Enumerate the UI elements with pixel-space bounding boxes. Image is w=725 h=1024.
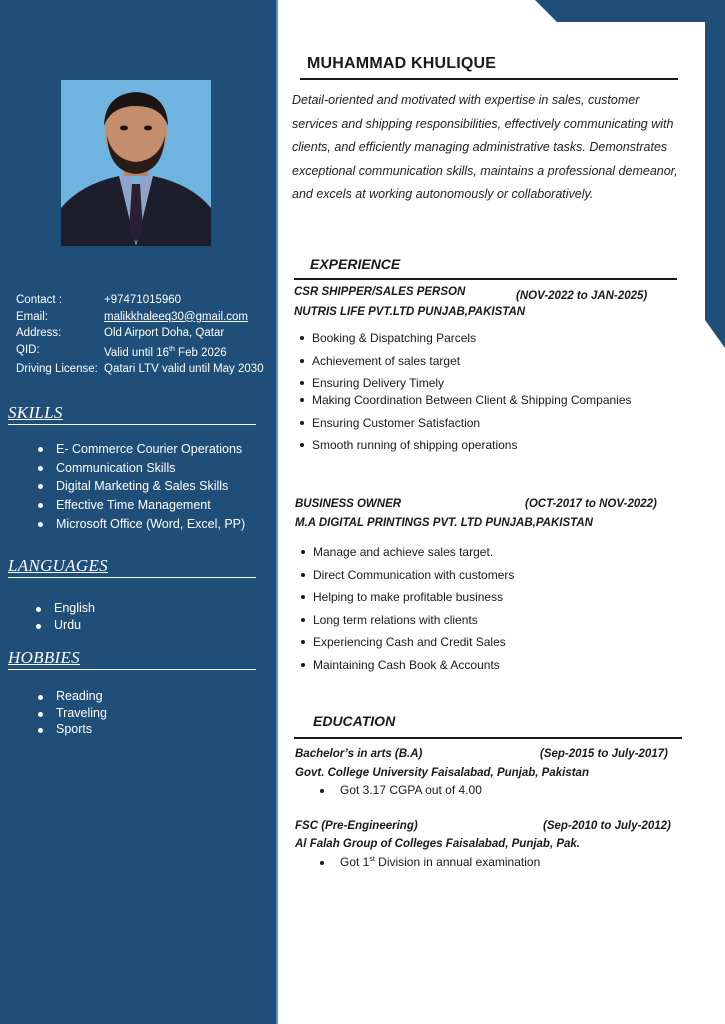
duty-item: Ensuring Customer Satisfaction — [298, 414, 632, 437]
skill-item: Communication Skills — [36, 459, 245, 478]
duty-item: Achievement of sales target — [298, 352, 632, 375]
languages-list — [34, 600, 95, 634]
language-item: English — [34, 600, 95, 617]
duty-item: Maintaining Cash Book & Accounts — [299, 656, 514, 679]
education-divider — [294, 737, 682, 739]
institution: Govt. College University Faisalabad, Punjab, Pakistan — [295, 767, 589, 779]
contact-license-row — [16, 361, 272, 378]
job-title: CSR SHIPPER/SALES PERSON — [294, 286, 466, 298]
name-divider — [300, 78, 678, 80]
address-label: Address: — [16, 327, 62, 339]
skills-list — [36, 440, 245, 534]
education-heading: EDUCATION — [313, 713, 396, 729]
institution: Al Falah Group of Colleges Faisalabad, Punjab, Pak. — [295, 838, 581, 850]
job-title: BUSINESS OWNER — [295, 498, 402, 510]
job-duties-list — [298, 329, 632, 459]
degree-dates: (Sep-2010 to July-2012) — [543, 820, 671, 832]
education-detail: Got 1st Division in annual examination — [296, 855, 540, 869]
language-item: Urdu — [34, 617, 95, 634]
duty-item: Smooth running of shipping operations — [298, 436, 632, 459]
duty-item: Long term relations with clients — [299, 611, 514, 634]
qid-value: Valid until 16th Feb 2026 — [104, 345, 227, 359]
sidebar — [0, 0, 278, 1024]
job-company: M.A DIGITAL PRINTINGS PVT. LTD PUNJAB,PAKISTAN — [295, 517, 593, 529]
hobbies-heading: HOBBIES — [8, 648, 256, 670]
duty-item: Direct Communication with customers — [299, 566, 514, 589]
contact-phone-row — [16, 292, 272, 309]
experience-divider — [294, 278, 677, 280]
skill-item: Digital Marketing & Sales Skills — [36, 477, 245, 496]
address-value: Old Airport Doha, Qatar — [104, 327, 225, 339]
degree-title: FSC (Pre-Engineering) — [295, 820, 418, 832]
job-company: NUTRIS LIFE PVT.LTD PUNJAB,PAKISTAN — [294, 306, 526, 318]
experience-heading: EXPERIENCE — [310, 256, 401, 272]
job-dates: (NOV-2022 to JAN-2025) — [516, 290, 648, 302]
profile-photo — [61, 80, 211, 246]
education-detail: Got 3.17 CGPA out of 4.00 — [296, 783, 482, 797]
phone-value[interactable]: +97471015960 — [104, 294, 182, 306]
duty-item: Helping to make profitable business — [299, 588, 514, 611]
job-duties-list — [299, 543, 514, 678]
degree-dates: (Sep-2015 to July-2017) — [540, 748, 668, 760]
license-value: Qatari LTV valid until May 2030 — [104, 362, 264, 375]
job-dates: (OCT-2017 to NOV-2022) — [525, 498, 657, 510]
skills-heading: SKILLS — [8, 403, 256, 425]
email-link[interactable]: malikkhaleeq30@gmail.com — [104, 310, 248, 323]
languages-heading: LANGUAGES — [8, 556, 256, 578]
duty-item: Experiencing Cash and Credit Sales — [299, 633, 514, 656]
hobby-item: Reading — [36, 688, 107, 705]
duty-item: Manage and achieve sales target. — [299, 543, 514, 566]
phone-label: Contact : — [16, 294, 63, 306]
license-label: Driving License: — [16, 362, 98, 375]
main-content — [278, 0, 725, 1024]
profile-summary: Detail-oriented and motivated with expertise in sales, customer services and shipping responsibilities, effectively communicating with clients, and efficiently managing administrative tasks. Demonstrates exceptional communication skills, maintains a professional demeanor, and excels at working autonomously or collaboratively. — [292, 93, 678, 201]
contact-qid-row — [16, 342, 272, 361]
email-label: Email: — [16, 310, 48, 323]
candidate-name: MUHAMMAD KHULIQUE — [307, 55, 497, 72]
qid-label: QID: — [16, 343, 40, 356]
duty-item: Booking & Dispatching Parcels — [298, 329, 632, 352]
hobbies-list — [36, 688, 107, 738]
contact-address-row — [16, 325, 272, 342]
contact-info — [16, 292, 272, 377]
degree-title: Bachelor’s in arts (B.A) — [295, 748, 423, 760]
skill-item: E- Commerce Courier Operations — [36, 440, 245, 459]
contact-email-row — [16, 309, 272, 326]
skill-item: Effective Time Management — [36, 496, 245, 515]
hobby-item: Traveling — [36, 705, 107, 722]
duty-item: Making Coordination Between Client & Shipping Companies — [298, 391, 632, 414]
duty-item: Ensuring Delivery Timely — [298, 374, 632, 391]
hobby-item: Sports — [36, 721, 107, 738]
skill-item: Microsoft Office (Word, Excel, PP) — [36, 515, 245, 534]
